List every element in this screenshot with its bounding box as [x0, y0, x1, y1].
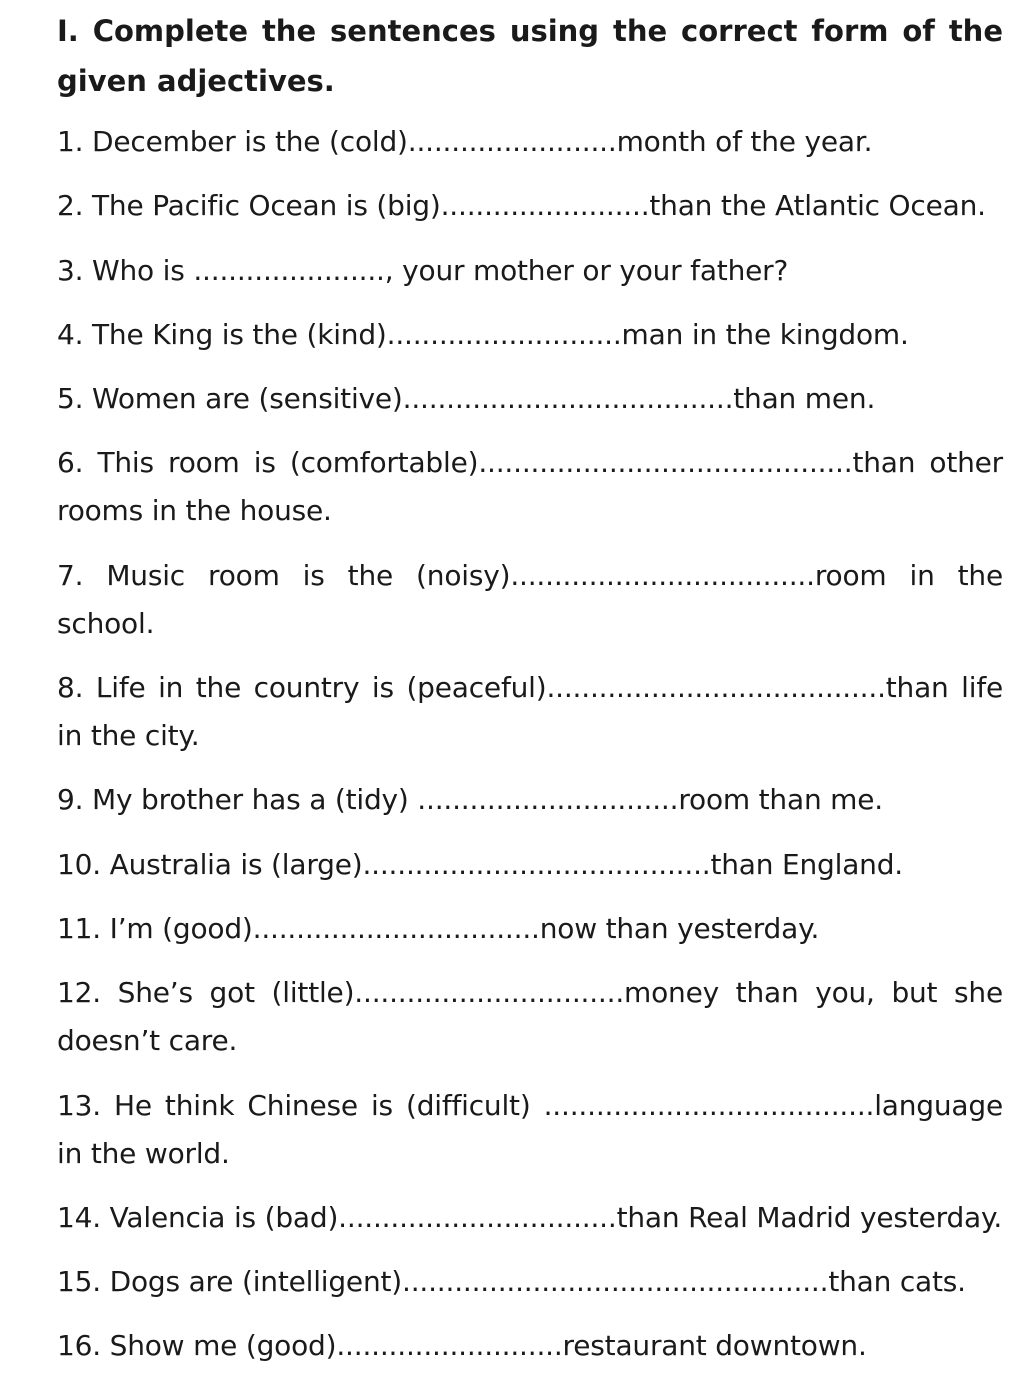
exercise-item-2: 2. The Pacific Ocean is (big)........................than the Atlantic Ocean.	[57, 189, 986, 223]
exercise-item-9: 9. My brother has a (tidy) ..............................room than me.	[57, 783, 883, 817]
exercise-item-14: 14. Valencia is (bad)................................than Real Madrid yesterday.	[57, 1200, 1003, 1234]
exercise-item-15: 15. Dogs are (intelligent).................................................than cats.	[57, 1265, 966, 1299]
exercise-item-5: 5. Women are (sensitive)......................................than men.	[57, 382, 876, 416]
exercise-item-12: 12. She’s got (little)...............................money than you, but she doesn’t care.	[57, 976, 1003, 1058]
exercise-item-6: 6. This room is (comfortable)...........................................than other rooms in the house.	[57, 446, 1003, 528]
exercise-item-7: 7. Music room is the (noisy)...................................room in the school.	[57, 558, 1003, 640]
exercise-item-13: 13. He think Chinese is (difficult) ......................................language in the world.	[57, 1088, 1003, 1170]
worksheet-page	[57, 6, 1003, 1387]
exercise-heading: I. Complete the sentences using the correct form of the given adjectives.	[57, 14, 1003, 98]
exercise-item-4: 4. The King is the (kind)...........................man in the kingdom.	[57, 317, 909, 351]
exercise-item-8: 8. Life in the country is (peaceful).......................................than life in the city.	[57, 671, 1003, 753]
exercise-item-11: 11. I’m (good).................................now than yesterday.	[57, 911, 820, 945]
exercise-item-3: 3. Who is ......................, your mother or your father?	[57, 253, 789, 287]
exercise-item-1: 1. December is the (cold)........................month of the year.	[57, 125, 873, 158]
exercise-item-10: 10. Australia is (large)........................................than England.	[57, 847, 903, 881]
exercise-list	[57, 118, 1003, 1370]
exercise-item-16: 16. Show me (good)..........................restaurant downtown.	[57, 1329, 867, 1363]
